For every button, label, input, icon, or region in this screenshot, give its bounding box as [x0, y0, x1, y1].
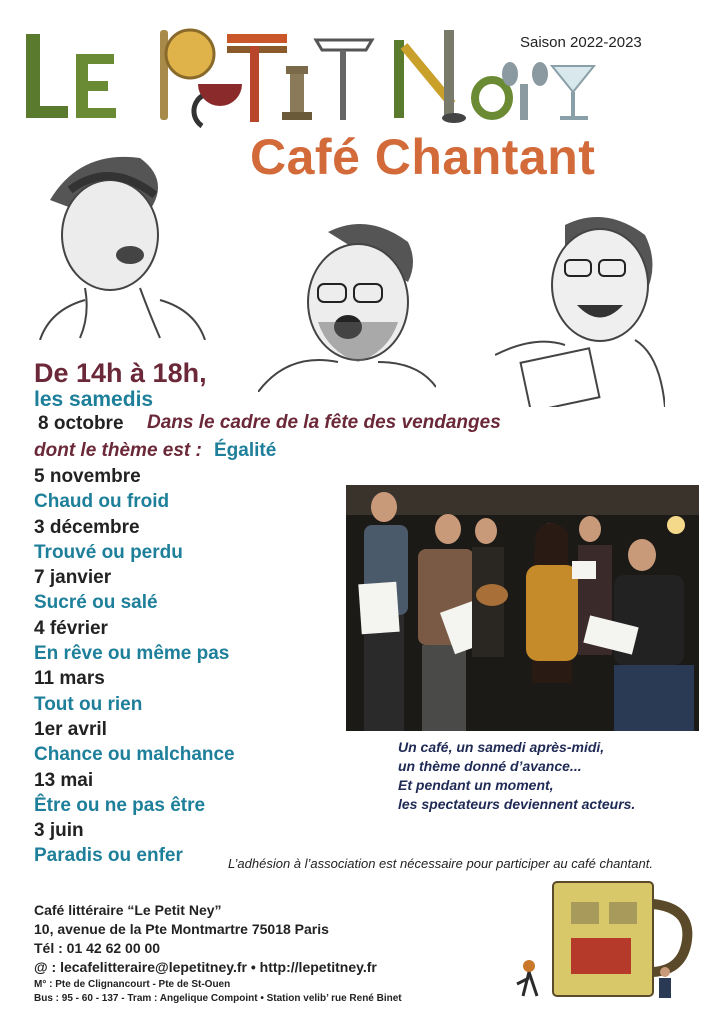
venue-info — [34, 901, 377, 977]
caption-line: Un café, un samedi après-midi, — [398, 739, 605, 755]
event-date: 3 juin — [34, 820, 84, 842]
venue-contact: @ : lecafelitteraire@lepetitney.fr • http://lepetitney.fr — [34, 959, 377, 975]
photo-caption — [398, 738, 635, 814]
venue-name: Café littéraire “Le Petit Ney” — [34, 902, 222, 918]
page-title: Café Chantant — [250, 129, 596, 185]
caption-line: Et pendant un moment, — [398, 777, 554, 793]
singer-portrait-woman-sketch — [30, 140, 230, 340]
event-theme: Tout ou rien — [34, 693, 143, 715]
first-event-theme: Égalité — [214, 440, 277, 461]
event-date: 3 décembre — [34, 516, 140, 538]
venue-address: 10, avenue de la Pte Montmartre 75018 Paris — [34, 921, 329, 937]
transport-bus: Bus : 95 - 60 - 137 - Tram : Angelique Compoint • Station velib’ rue René Binet — [34, 993, 402, 1004]
season-label: Saison 2022-2023 — [520, 34, 642, 51]
event-theme: Sucré ou salé — [34, 592, 158, 614]
performers-photo — [346, 485, 699, 731]
le-petit-ney-logo — [22, 26, 602, 130]
first-event-description: Dans le cadre de la fête des vendanges — [147, 412, 501, 433]
event-date: 4 février — [34, 617, 108, 639]
membership-note: L’adhésion à l’association est nécessaire pour participer au café chantant. — [228, 856, 653, 871]
transport-info — [34, 978, 402, 1006]
caption-line: les spectateurs deviennent acteurs. — [398, 796, 636, 812]
first-event-date: 8 octobre — [38, 413, 124, 434]
event-theme: Chaud ou froid — [34, 491, 170, 513]
event-theme: Chance ou malchance — [34, 744, 235, 766]
schedule-hours: De 14h à 18h, — [34, 358, 207, 388]
mug-illustration — [505, 878, 705, 1000]
schedule-days: les samedis — [34, 388, 154, 411]
first-event-theme-prefix: dont le thème est : — [34, 440, 202, 461]
caption-line: un thème donné d’avance... — [398, 758, 582, 774]
event-theme: En rêve ou même pas — [34, 643, 230, 665]
event-theme: Trouvé ou perdu — [34, 541, 183, 563]
singer-portrait-woman-glasses-sketch — [495, 205, 665, 407]
event-schedule-list — [34, 464, 235, 869]
event-date: 5 novembre — [34, 466, 141, 487]
event-theme: Paradis ou enfer — [34, 845, 183, 867]
event-date: 7 janvier — [34, 567, 112, 589]
event-date: 11 mars — [34, 668, 105, 690]
event-theme: Être ou ne pas être — [34, 794, 206, 816]
event-date: 1er avril — [34, 718, 107, 740]
event-date: 13 mai — [34, 769, 94, 791]
singer-portrait-man-glasses-sketch — [258, 212, 436, 392]
venue-phone: Tél : 01 42 62 00 00 — [34, 940, 161, 956]
transport-metro: M° : Pte de Clignancourt - Pte de St-Ouen — [34, 979, 231, 990]
